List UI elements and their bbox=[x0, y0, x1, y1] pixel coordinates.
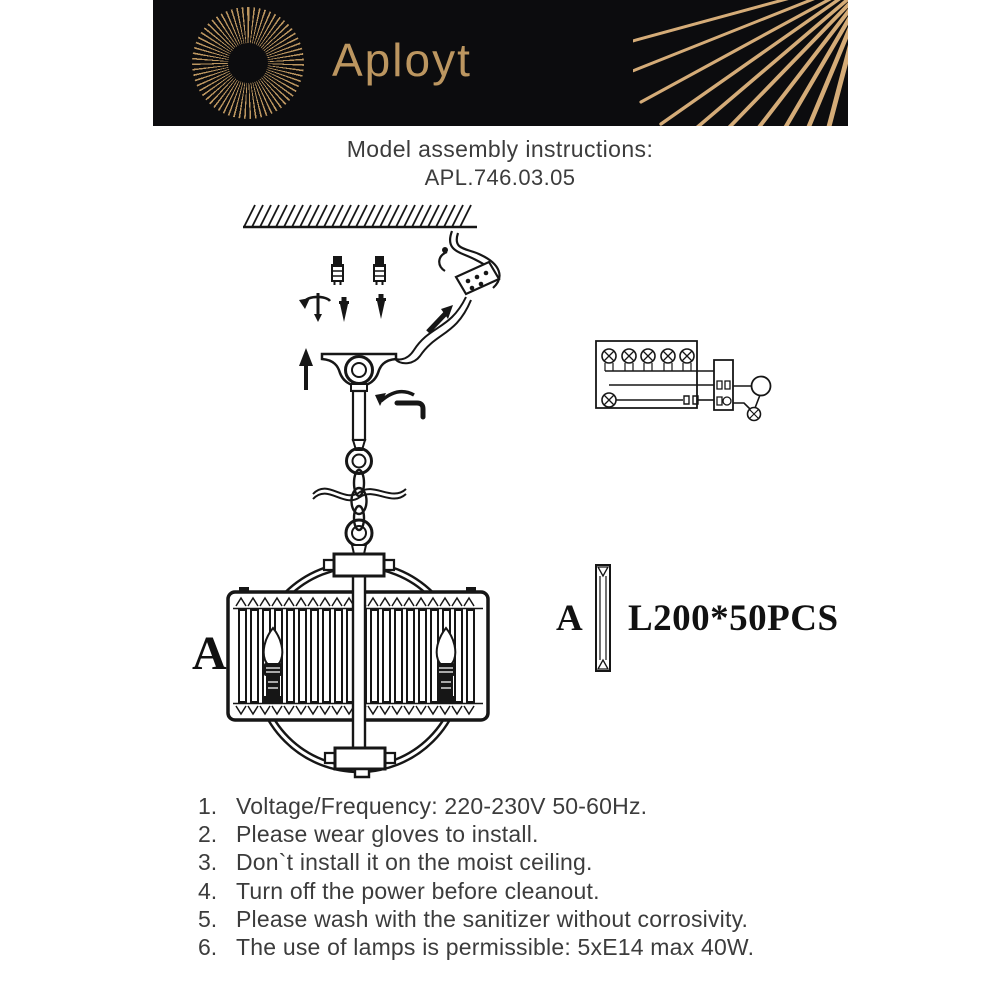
lamp-symbols bbox=[602, 349, 694, 371]
ceiling-hatch bbox=[243, 205, 477, 227]
rotate-screw-icon bbox=[299, 293, 330, 322]
screw-icon bbox=[339, 294, 386, 322]
crystal-part-label: A bbox=[556, 598, 583, 639]
part-label-a: A bbox=[192, 627, 227, 680]
crystal-part-icon bbox=[593, 563, 613, 673]
up-arrow-icon bbox=[299, 348, 313, 390]
sunburst-logo-icon bbox=[192, 7, 304, 119]
candle-bulb-icon bbox=[264, 628, 283, 703]
instruction-item: 6. The use of lamps is permissible: 5xE14 max 40W. bbox=[198, 934, 755, 961]
instruction-item: 5. Please wash with the sanitizer without corrosivity. bbox=[198, 905, 749, 932]
header-banner bbox=[153, 0, 848, 126]
chandelier-body bbox=[228, 554, 488, 777]
assembly-diagram bbox=[185, 195, 515, 795]
instructions-list bbox=[198, 792, 878, 961]
model-number: APL.746.03.05 bbox=[424, 165, 576, 190]
brand-name: Aployt bbox=[332, 34, 472, 86]
instructions-title: Model assembly instructions: bbox=[346, 136, 654, 162]
candle-bulb-icon bbox=[437, 628, 456, 703]
wiring-diagram bbox=[588, 332, 778, 432]
instruction-item: 2. Please wear gloves to install. bbox=[198, 821, 539, 848]
instruction-item: 1. Voltage/Frequency: 220-230V 50-60Hz. bbox=[198, 793, 648, 819]
instruction-item: 4. Turn off the power before cleanout. bbox=[198, 877, 600, 904]
chain bbox=[313, 440, 406, 554]
switch-symbol bbox=[752, 377, 771, 396]
wall-anchor-icon bbox=[331, 257, 386, 285]
hook-icon bbox=[375, 392, 423, 417]
corner-rays-icon bbox=[633, 0, 848, 126]
crystal-part-spec: L200*50PCS bbox=[628, 598, 839, 639]
wire-connector bbox=[390, 231, 499, 363]
instruction-item: 3. Don`t install it on the moist ceiling. bbox=[198, 849, 593, 876]
